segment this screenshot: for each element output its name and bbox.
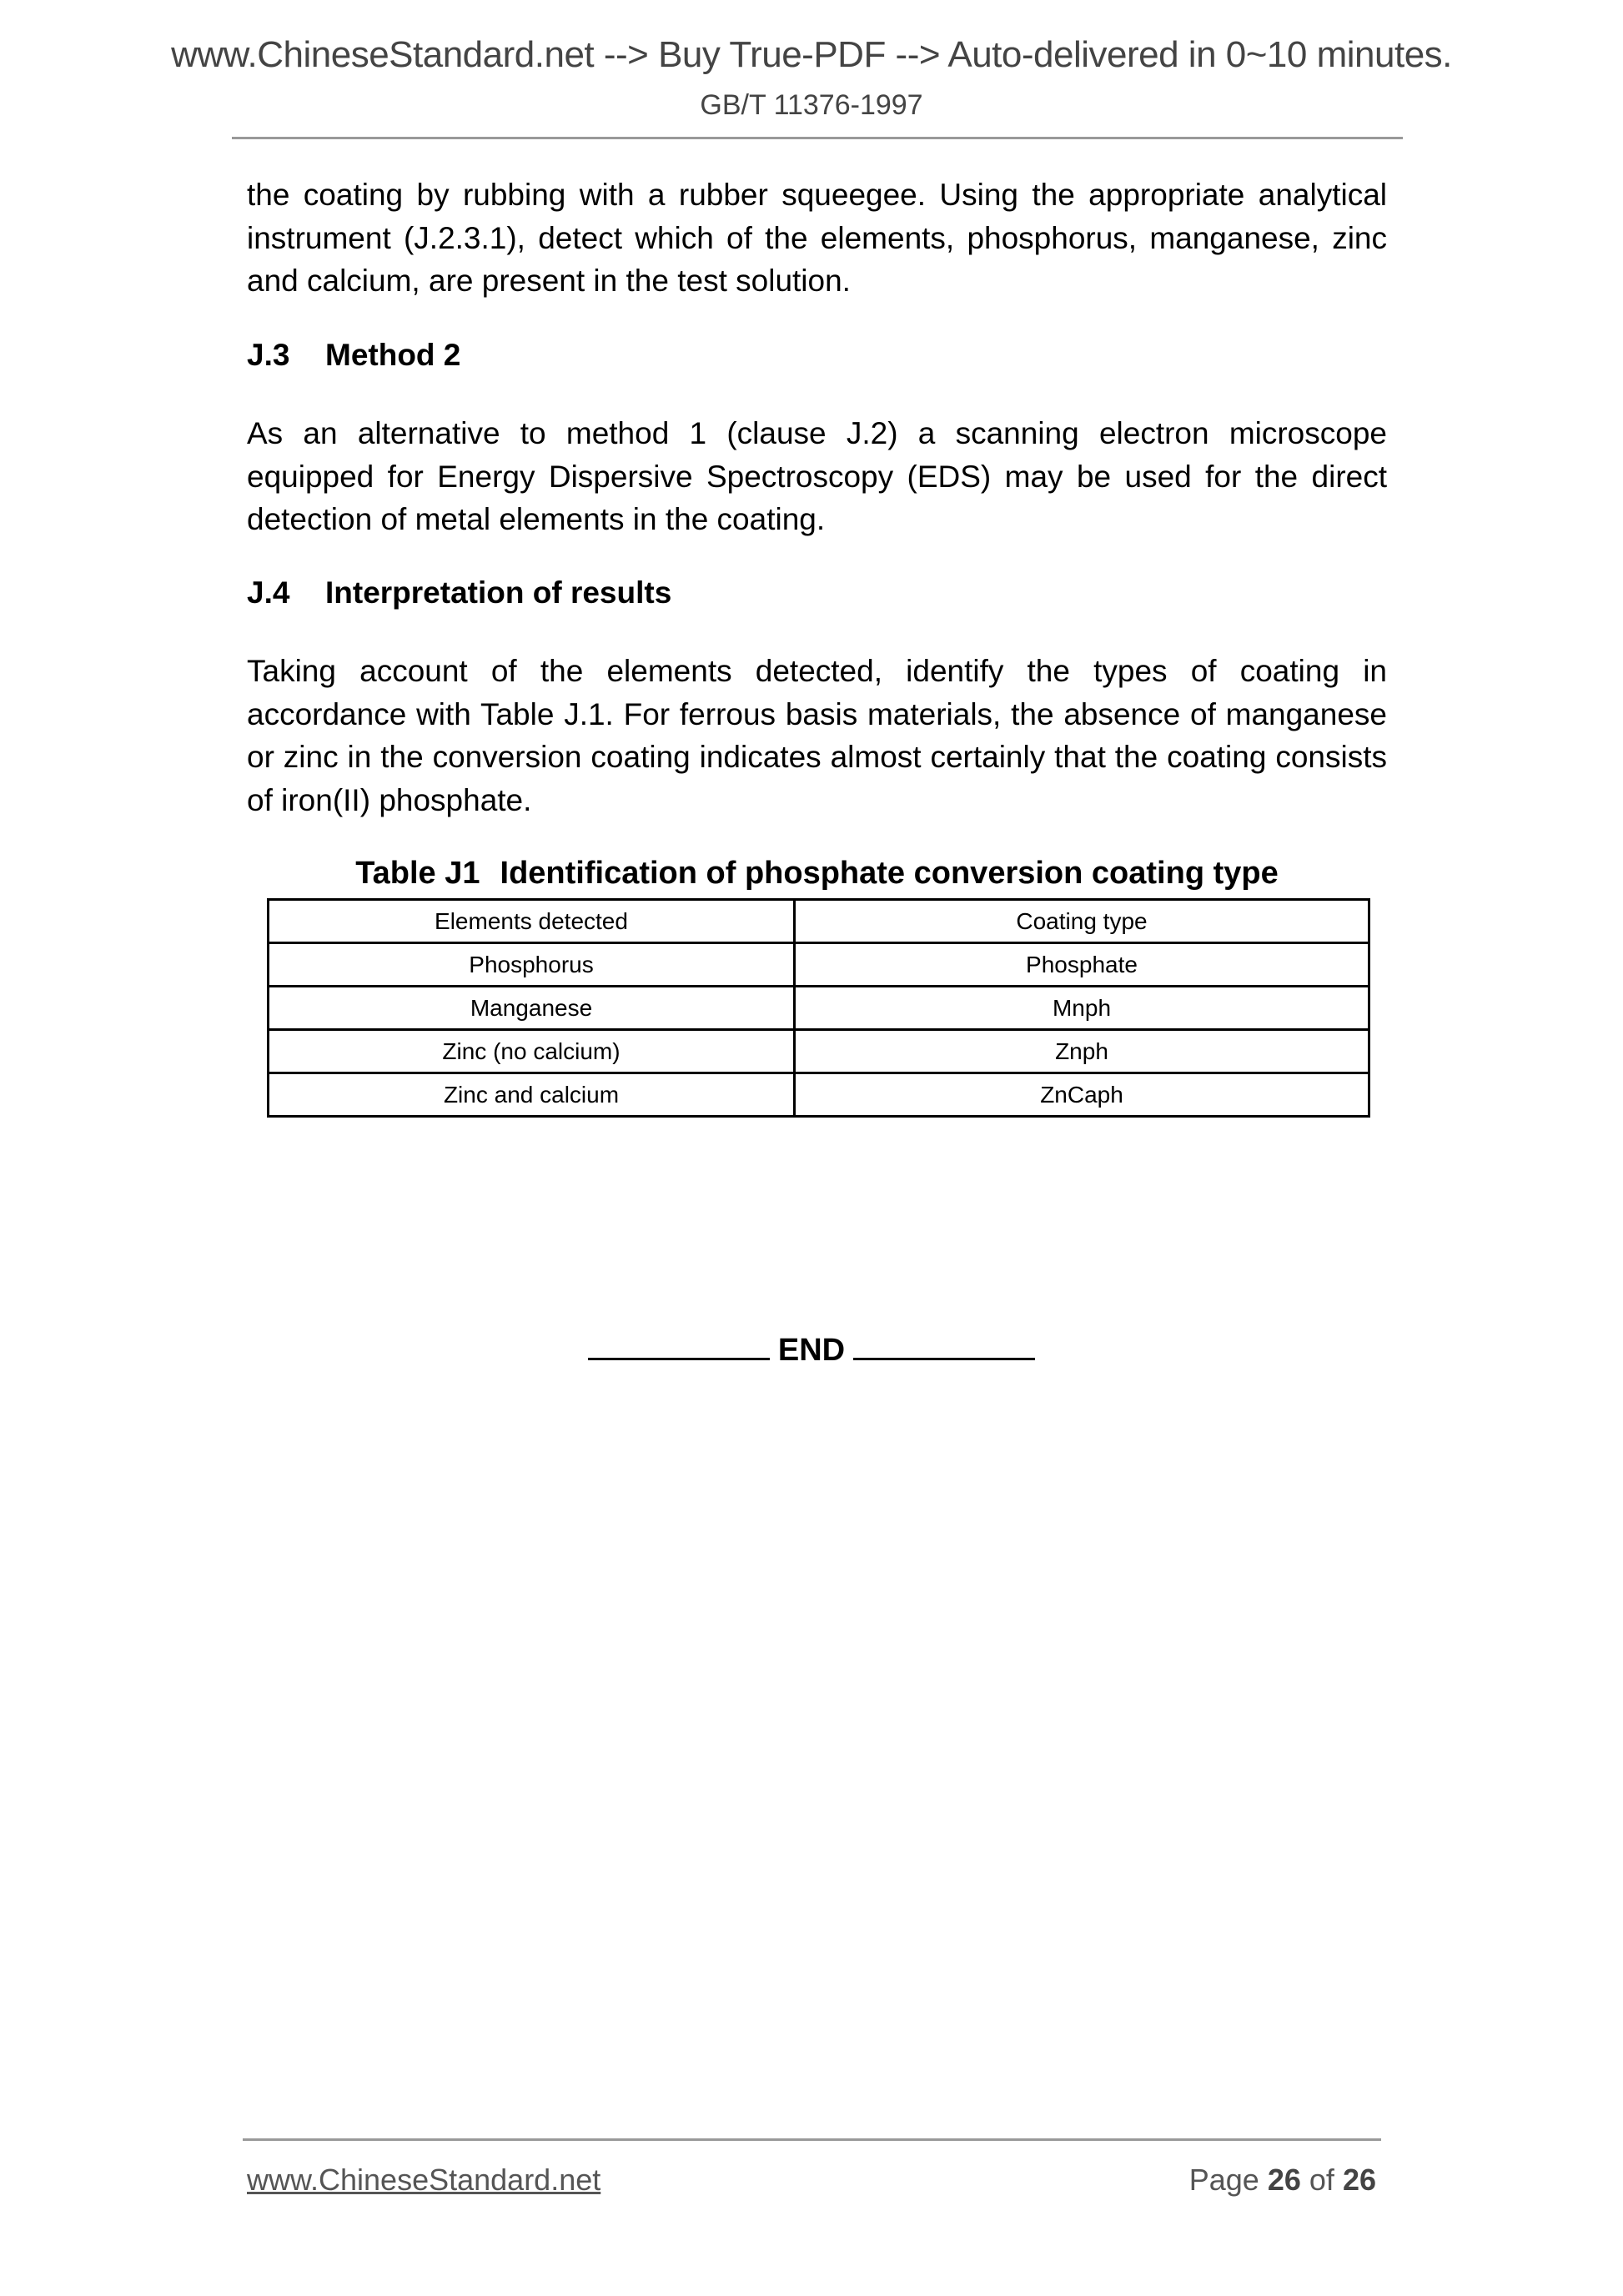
end-rule-right [853, 1333, 1035, 1360]
header-divider [232, 137, 1403, 139]
table-cell: Zinc and calcium [269, 1073, 795, 1117]
section-number: J.4 [247, 575, 290, 610]
table-number: Table J1 [355, 856, 480, 891]
table-cell: Phosphorus [269, 943, 795, 987]
section-title: Interpretation of results [325, 575, 672, 610]
page-number [1189, 2163, 1376, 2198]
footer-website-link[interactable]: www.ChineseStandard.net [247, 2163, 601, 2197]
standard-code: GB/T 11376-1997 [700, 89, 923, 121]
page-total: 26 [1342, 2163, 1376, 2197]
table-cell: Phosphate [795, 943, 1369, 987]
page-of: of [1309, 2163, 1334, 2197]
end-label: END [777, 1333, 846, 1368]
column-header: Elements detected [269, 900, 795, 943]
table-title: Identification of phosphate conversion coating type [500, 856, 1279, 891]
table-row [269, 943, 1369, 987]
section-heading-j3 [247, 338, 460, 373]
table-cell: Zinc (no calcium) [269, 1030, 795, 1073]
table-row [269, 1030, 1369, 1073]
page-current: 26 [1267, 2163, 1301, 2197]
header-banner: www.ChineseStandard.net --> Buy True-PDF --> Auto-delivered in 0~10 minutes. [171, 34, 1452, 75]
table-row [269, 987, 1369, 1030]
table-cell: ZnCaph [795, 1073, 1369, 1117]
footer-divider [243, 2138, 1381, 2141]
table-caption [247, 856, 1387, 892]
section-title: Method 2 [325, 338, 461, 372]
table-cell: Mnph [795, 987, 1369, 1030]
intro-paragraph: the coating by rubbing with a rubber squeegee. Using the appropriate analytical instrument (J.2.3.1), detect which of the elements, phosphorus, manganese, zinc and calcium, are present in the test solution. [247, 178, 1387, 298]
table-cell: Znph [795, 1030, 1369, 1073]
table-cell: Manganese [269, 987, 795, 1030]
section-number: J.3 [247, 338, 290, 372]
coating-type-table [267, 898, 1370, 1118]
table-header-row [269, 900, 1369, 943]
section-heading-j4 [247, 575, 671, 610]
j4-paragraph: Taking account of the elements detected, identify the types of coating in accordance with Table J.1. For ferrous basis materials, the absence of manganese or zinc in the conversion coating indicates almost certainly that the coating consists of iron(II) phosphate. [247, 654, 1387, 817]
page-prefix: Page [1188, 2163, 1259, 2197]
end-marker [0, 1333, 1623, 1369]
j3-paragraph: As an alternative to method 1 (clause J.2) a scanning electron microscope equipped for Energy Dispersive Spectroscopy (EDS) may be used for the direct detection of metal elements in the coating. [247, 416, 1387, 536]
end-rule-left [588, 1333, 770, 1360]
column-header: Coating type [795, 900, 1369, 943]
table-row [269, 1073, 1369, 1117]
